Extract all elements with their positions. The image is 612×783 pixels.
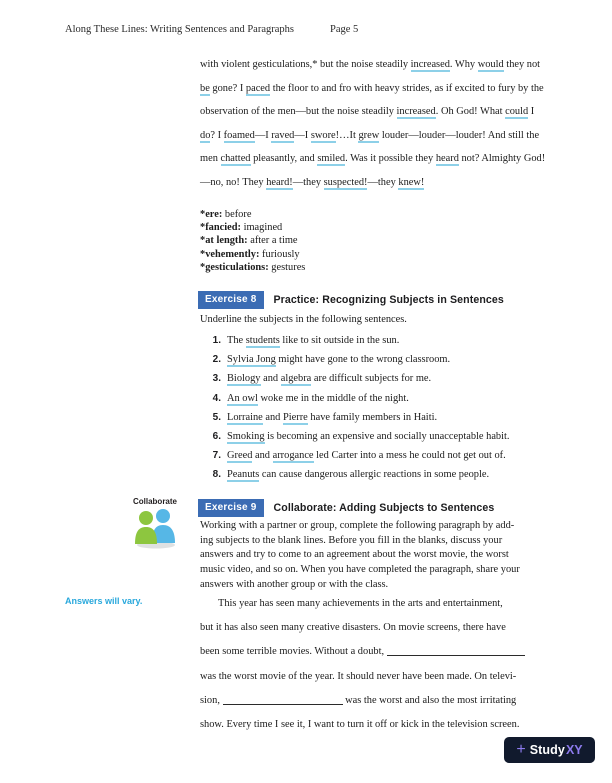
glossary-entry — [200, 248, 305, 261]
passage-line: men chatted pleasantly, and smiled. Was it possible they heard not? Almighty God! — [200, 153, 546, 164]
plus-icon: + — [516, 740, 526, 758]
list-item-number: 3. — [212, 373, 221, 385]
fill-in-paragraph — [200, 592, 552, 737]
glossary-entry — [200, 221, 305, 234]
glossary-term: *vehemently: — [200, 248, 260, 260]
exercise9-header — [198, 499, 494, 517]
list-item — [200, 350, 510, 369]
glossary-entry — [200, 261, 305, 274]
passage-line: —no, no! They heard!—they suspected!—they knew! — [200, 176, 425, 188]
list-item-text: Peanuts can cause dangerous allergic reactions in some people. — [227, 469, 490, 481]
paragraph-line: been some terrible movies. Without a doubt, — [200, 640, 552, 664]
collaborate-marker — [128, 497, 182, 554]
glossary-term: *at length: — [200, 235, 248, 247]
exercise8-title: Practice: Recognizing Subjects in Sentences — [273, 294, 504, 306]
instruction-line: answers and try to come to an agreement about the worst movie, the worst — [200, 549, 509, 561]
list-item-number: 8. — [212, 469, 221, 481]
list-item — [200, 446, 510, 465]
running-header-title: Along These Lines: Writing Sentences and Paragraphs — [65, 24, 294, 35]
reading-passage — [200, 53, 552, 194]
list-item-text: Greed and arrogance led Carter into a mess he could not get out of. — [227, 450, 506, 462]
list-item — [200, 331, 510, 350]
paragraph-line: but it has also seen many creative disasters. On movie screens, there have — [200, 622, 506, 634]
glossary-term: *ere: — [200, 209, 223, 220]
list-item-number: 4. — [212, 392, 221, 404]
glossary-definition: furiously — [259, 248, 300, 260]
passage-line: observation of the men—but the noise steadily increased. Oh God! What could I — [200, 106, 535, 117]
paragraph-line: was the worst movie of the year. It should never have been made. On televi- — [200, 670, 517, 682]
running-header-page-number: Page 5 — [330, 24, 359, 35]
list-item-text: Sylvia Jong might have gone to the wrong classroom. — [227, 354, 451, 366]
exercise9-instructions — [200, 519, 550, 592]
glossary-term: *fancied: — [200, 222, 241, 234]
glossary-definition: imagined — [240, 222, 283, 234]
passage-line: do? I foamed—I raved—I swore!…It grew louder—louder—louder! And still the — [200, 129, 540, 141]
glossary-entry — [200, 234, 305, 247]
list-item-text: Smoking is becoming an expensive and socially unacceptable habit. — [227, 430, 510, 442]
passage-line: with violent gesticulations,* but the noise steadily increased. Why would they not — [200, 59, 541, 70]
exercise9-title: Collaborate: Adding Subjects to Sentences — [273, 502, 495, 514]
instruction-line: ing subjects to the blank lines. Before you fill in the blanks, discuss your — [200, 534, 503, 546]
passage-line: be gone? I paced the floor to and fro with heavy strides, as if excited to fury by the — [200, 82, 544, 94]
list-item — [200, 389, 510, 408]
list-item-number: 1. — [212, 335, 221, 346]
glossary — [200, 208, 305, 274]
list-item-text: Lorraine and Pierre have family members in Haiti. — [227, 411, 438, 423]
list-item — [200, 369, 510, 388]
list-item — [200, 427, 510, 446]
exercise8-badge: Exercise 8 — [198, 291, 264, 309]
glossary-term: *gesticulations: — [200, 261, 269, 273]
instruction-line: Working with a partner or group, complete the following paragraph by add- — [200, 520, 515, 531]
instruction-line: music video, and so on. When you have completed the paragraph, share your — [200, 564, 520, 576]
list-item-number: 7. — [212, 450, 221, 462]
exercise8-header — [198, 291, 504, 309]
list-item-number: 5. — [212, 411, 221, 423]
glossary-definition: gestures — [268, 261, 306, 273]
studyxy-logo[interactable] — [504, 737, 595, 763]
list-item-text: An owl woke me in the middle of the night. — [227, 392, 409, 404]
paragraph-line: sion, was the worst and also the most irritating — [200, 694, 517, 706]
exercise8-instruction: Underline the subjects in the following sentences. — [200, 314, 407, 325]
list-item-text: The students like to sit outside in the sun. — [227, 335, 400, 346]
list-item-text: Biology and algebra are difficult subjects for me. — [227, 373, 432, 385]
instruction-line: answers with another group or with the class. — [200, 578, 389, 590]
collaborate-label: Collaborate — [132, 497, 177, 506]
answers-note: Answers will vary. — [65, 596, 143, 606]
glossary-definition: before — [222, 209, 252, 220]
paragraph-line: This year has seen many achievements in the arts and entertainment, — [218, 598, 503, 609]
collaborate-icon — [132, 536, 178, 553]
list-item — [200, 408, 510, 427]
glossary-definition: after a time — [247, 235, 298, 247]
list-item-number: 6. — [212, 430, 221, 442]
paragraph-line: show. Every time I see it, I want to turn it off or kick in the television screen. — [200, 718, 520, 730]
logo-text-study: Study — [529, 743, 565, 757]
list-item — [200, 465, 510, 484]
list-item-number: 2. — [212, 354, 221, 366]
logo-text-xy: XY — [565, 743, 583, 757]
glossary-entry — [200, 208, 305, 221]
exercise8-sentence-list — [200, 331, 510, 485]
exercise9-badge: Exercise 9 — [198, 499, 264, 517]
